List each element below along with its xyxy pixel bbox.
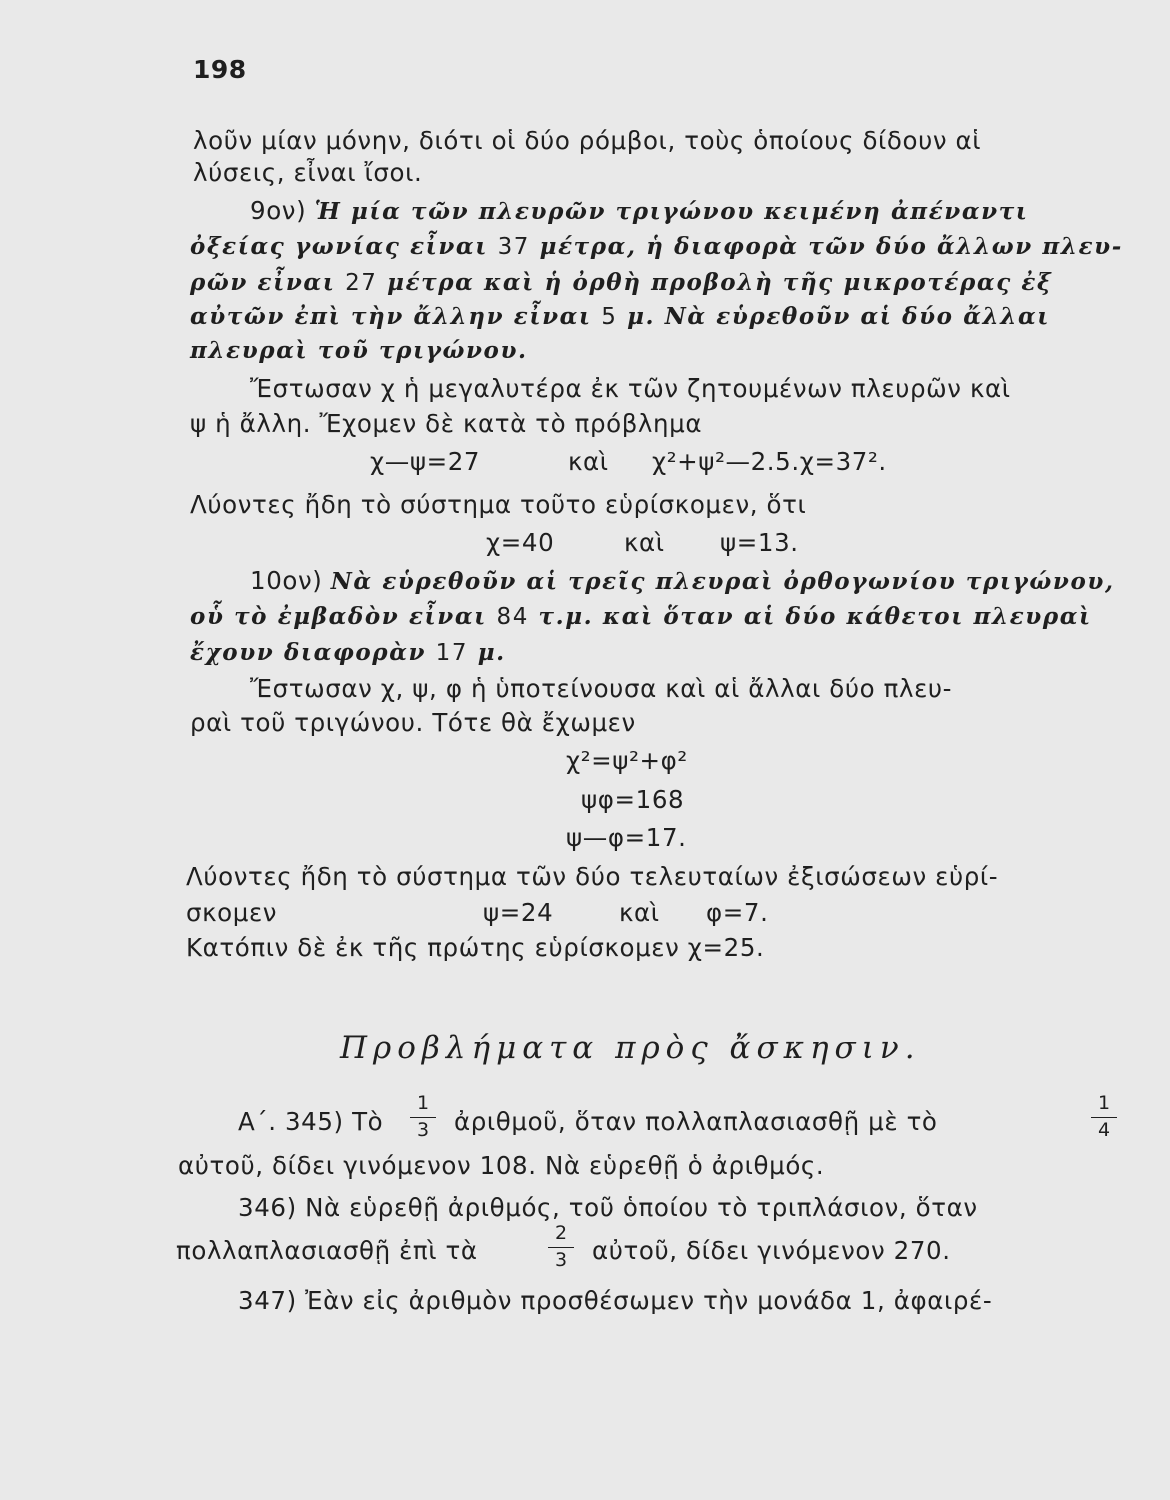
problem-9-label: 9ον)	[250, 196, 315, 225]
exercise-347-start: 347) Ἐὰν εἰς ἀριθμὸν προσθέσωμεν τὴν μονάδα 1, ἀφαιρέ-	[238, 1286, 993, 1315]
solution-value: ψ=24	[483, 898, 554, 927]
fraction-bar	[410, 1117, 436, 1118]
fraction-numerator: 2	[554, 1222, 568, 1244]
problem-9-statement-line: αὐτῶν ἐπὶ τὴν ἄλλην εἶναι 5 μ. Νὰ εὑρεθοῦν αἱ δύο ἄλλαι	[190, 303, 1050, 330]
text-line: λύσεις, εἶναι ἴσοι.	[193, 158, 423, 187]
fraction-bar	[1091, 1117, 1117, 1118]
equation: ψ—φ=17.	[566, 823, 687, 852]
page-number: 198	[193, 55, 247, 84]
equation: ψφ=168	[581, 785, 685, 814]
equation-connector: καὶ	[568, 447, 609, 476]
problem-10-statement-line: ἔχουν διαφορὰν 17 μ.	[190, 639, 506, 666]
equation-connector: καὶ	[619, 898, 660, 927]
text-line: ἀριθμοῦ, ὅταν πολλαπλασιασθῇ μὲ τὸ	[454, 1107, 938, 1136]
problem-10-label: 10ον)	[250, 566, 331, 595]
fraction-denominator: 4	[1097, 1119, 1111, 1141]
text-line: Ἔστωσαν χ ἡ μεγαλυτέρα ἐκ τῶν ζητουμένων πλευρῶν καὶ	[250, 374, 1011, 403]
solution-value: χ=40	[486, 528, 555, 557]
text-line: αὐτοῦ, δίδει γινόμενον 108. Νὰ εὑρεθῇ ὁ ἀριθμός.	[178, 1151, 825, 1180]
problem-9-statement-line: πλευραὶ τοῦ τριγώνου.	[190, 337, 528, 364]
fraction-denominator: 3	[416, 1119, 430, 1141]
problem-9-statement-line: ὀξείας γωνίας εἶναι 37 μέτρα, ἡ διαφορὰ τῶν δύο ἄλλων πλευ-	[190, 233, 1123, 260]
number-17: 17	[435, 640, 469, 666]
number-27: 27	[345, 270, 378, 296]
fraction-numerator: 1	[416, 1092, 430, 1114]
exercise-345-start: Α΄. 345) Τὸ	[238, 1107, 384, 1136]
text-line: Κατόπιν δὲ ἐκ τῆς πρώτης εὑρίσκομεν χ=25.	[186, 933, 765, 962]
fraction-numerator: 1	[1097, 1092, 1111, 1114]
fraction-bar	[548, 1247, 574, 1248]
text-line: λοῦν μίαν μόνην, διότι οἱ δύο ρόμβοι, τοὺς ὁποίους δίδουν αἱ	[193, 126, 982, 155]
equation: χ²=ψ²+φ²	[566, 746, 688, 775]
problem-9-statement-line	[250, 196, 1029, 227]
number-5: 5	[601, 304, 618, 330]
fraction-denominator: 3	[554, 1249, 568, 1271]
text-line: ψ ἡ ἄλλη. Ἔχομεν δὲ κατὰ τὸ πρόβλημα	[190, 409, 703, 438]
text-line: πολλαπλασιασθῇ ἐπὶ τὰ	[176, 1236, 478, 1265]
text-line: Λύοντες ἤδη τὸ σύστημα τῶν δύο τελευταίων ἐξισώσεων εὑρί-	[186, 862, 999, 891]
problem-10-statement-line	[250, 566, 1115, 597]
text-line: Ἔστωσαν χ, ψ, φ ἡ ὑποτείνουσα καὶ αἱ ἄλλαι δύο πλευ-	[250, 674, 953, 703]
equation: χ—ψ=27	[370, 447, 481, 476]
text-line: ραὶ τοῦ τριγώνου. Τότε θὰ ἔχωμεν	[190, 708, 636, 737]
section-heading: Προβλήματα πρὸς ἄσκησιν.	[340, 1030, 921, 1066]
problem-9-statement-line: ρῶν εἶναι 27 μέτρα καὶ ἡ ὀρθὴ προβολὴ τῆς μικροτέρας ἐξ	[190, 269, 1053, 296]
problem-10-text: Νὰ εὑρεθοῦν αἱ τρεῖς πλευραὶ ὀρθογωνίου τριγώνου,	[330, 568, 1115, 595]
equation: χ²+ψ²—2.5.χ=37².	[652, 447, 887, 476]
text-line: Λύοντες ἤδη τὸ σύστημα τοῦτο εὑρίσκομεν, ὅτι	[190, 490, 807, 519]
equation-connector: καὶ	[624, 528, 665, 557]
text-line: σκομεν	[186, 898, 278, 927]
text-line: αὐτοῦ, δίδει γινόμενον 270.	[592, 1236, 951, 1265]
number-84: 84	[496, 604, 529, 630]
number-37: 37	[497, 234, 531, 260]
exercise-346-start: 346) Νὰ εὑρεθῇ ἀριθμός, τοῦ ὁποίου τὸ τριπλάσιον, ὅταν	[238, 1193, 978, 1222]
problem-10-statement-line: οὗ τὸ ἐμβαδὸν εἶναι 84 τ.μ. καὶ ὅταν αἱ δύο κάθετοι πλευραὶ	[190, 603, 1092, 630]
solution-value: φ=7.	[706, 898, 769, 927]
solution-value: ψ=13.	[720, 528, 799, 557]
problem-9-text: Ἡ μία τῶν πλευρῶν τριγώνου κειμένη ἀπέναντι	[314, 198, 1029, 225]
